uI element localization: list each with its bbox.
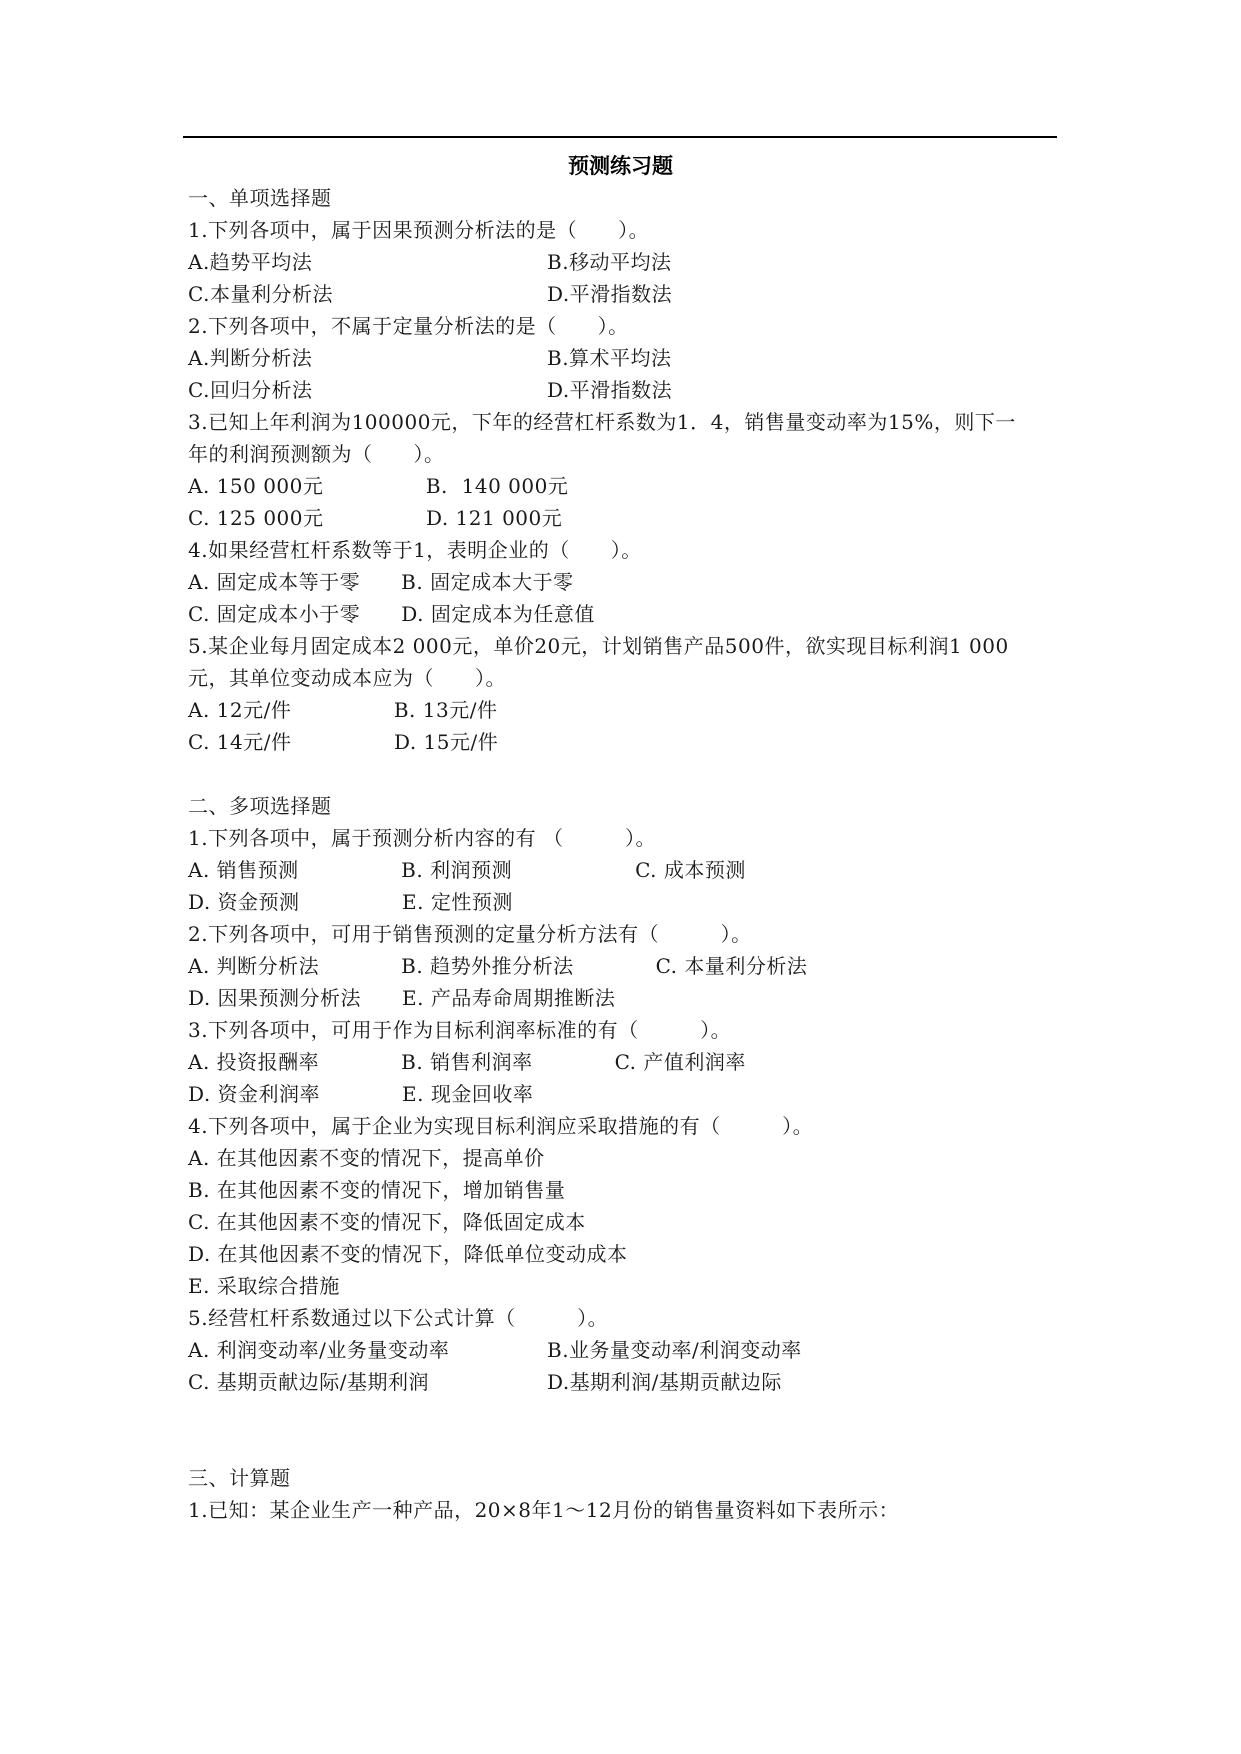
option-a: A.趋势平均法: [188, 250, 313, 274]
options-line: A. 销售预测 B. 利润预测 C. 成本预测: [188, 858, 746, 882]
options-cd: C. 14元/件 D. 15元/件: [188, 730, 499, 754]
options-line: D. 资金预测 E. 定性预测: [188, 890, 513, 914]
option-e: E. 采取综合措施: [188, 1274, 340, 1298]
options-line: D. 因果预测分析法 E. 产品寿命周期推断法: [188, 986, 616, 1010]
section-heading-calc: 三、计算题: [188, 1466, 291, 1490]
options-cd: C. 125 000元 D. 121 000元: [188, 506, 563, 530]
question-stem: 5.某企业每月固定成本2 000元，单价20元，计划销售产品500件，欲实现目标利润1 000: [188, 634, 1009, 658]
options-line: A. 判断分析法 B. 趋势外推分析法 C. 本量利分析法: [188, 954, 808, 978]
option-a: A. 在其他因素不变的情况下，提高单价: [188, 1146, 545, 1170]
page-title: 预测练习题: [568, 154, 673, 178]
question-stem: 2.下列各项中，可用于销售预测的定量分析方法有（ ）。: [188, 922, 752, 946]
question-stem: 5.经营杠杆系数通过以下公式计算（ ）。: [188, 1306, 609, 1330]
option-d: D.基期利润/基期贡献边际: [547, 1370, 782, 1394]
options-line: A. 投资报酬率 B. 销售利润率 C. 产值利润率: [188, 1050, 746, 1074]
question-stem: 1.下列各项中，属于因果预测分析法的是（ ）。: [188, 218, 650, 242]
option-d: D.平滑指数法: [547, 378, 673, 402]
option-b: B.算术平均法: [547, 346, 672, 370]
question-stem: 3.已知上年利润为100000元，下年的经营杠杆系数为1．4，销售量变动率为15%，则下一: [188, 410, 1016, 434]
option-a: A.判断分析法: [188, 346, 313, 370]
option-b: B.业务量变动率/利润变动率: [547, 1338, 802, 1362]
question-stem-continued: 元，其单位变动成本应为（ ）。: [188, 666, 506, 690]
question-stem: 1.已知：某企业生产一种产品，20×8年1～12月份的销售量资料如下表所示：: [188, 1498, 900, 1522]
options-line: D. 资金利润率 E. 现金回收率: [188, 1082, 534, 1106]
options-ab: A. 12元/件 B. 13元/件: [188, 698, 498, 722]
option-b: B.移动平均法: [547, 250, 672, 274]
question-stem: 4.如果经营杠杆系数等于1，表明企业的（ ）。: [188, 538, 642, 562]
options-ab: A. 150 000元 B. 140 000元: [188, 474, 569, 498]
option-c: C. 基期贡献边际/基期利润: [188, 1370, 430, 1394]
options-cd: C. 固定成本小于零 D. 固定成本为任意值: [188, 602, 595, 626]
option-c: C.本量利分析法: [188, 282, 333, 306]
question-stem: 2.下列各项中，不属于定量分析法的是（ ）。: [188, 314, 629, 338]
header-rule: [183, 136, 1057, 138]
option-d: D. 在其他因素不变的情况下，降低单位变动成本: [188, 1242, 628, 1266]
section-heading-single: 一、单项选择题: [188, 186, 332, 210]
question-stem: 1.下列各项中，属于预测分析内容的有 （ ）。: [188, 826, 656, 850]
option-a: A. 利润变动率/业务量变动率: [188, 1338, 450, 1362]
option-c: C. 在其他因素不变的情况下，降低固定成本: [188, 1210, 586, 1234]
option-d: D.平滑指数法: [547, 282, 673, 306]
question-stem-continued: 年的利润预测额为（ ）。: [188, 442, 445, 466]
option-c: C.回归分析法: [188, 378, 313, 402]
options-ab: A. 固定成本等于零 B. 固定成本大于零: [188, 570, 574, 594]
question-stem: 3.下列各项中，可用于作为目标利润率标准的有（ ）。: [188, 1018, 732, 1042]
question-stem: 4.下列各项中，属于企业为实现目标利润应采取措施的有（ ）。: [188, 1114, 814, 1138]
section-heading-multi: 二、多项选择题: [188, 794, 332, 818]
option-b: B. 在其他因素不变的情况下，增加销售量: [188, 1178, 566, 1202]
